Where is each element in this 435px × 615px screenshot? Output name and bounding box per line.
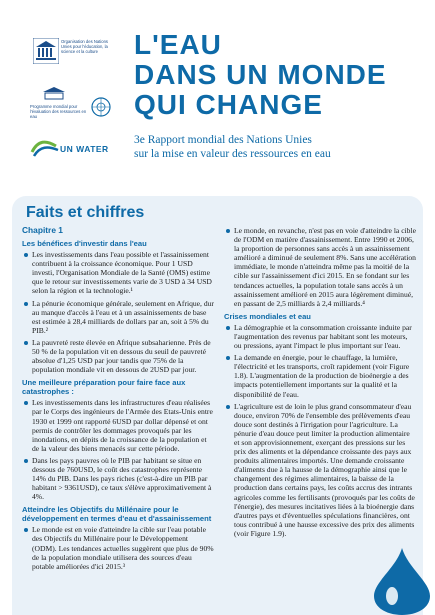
- bullet-list-investments: [22, 250, 214, 374]
- bullet-list-sanitation: [224, 226, 416, 308]
- list-item: Les investissements dans les infrastructures d'eau réalisées par le Corps des ingénieurs de l'Armée des Etats-Unis entre 1930 et 1999 ont rapporté 6USD par dollar dépensé et ont permis de contrôler les dommages provoqués par les inondations, en dépits de la croissance de la population et de la valeur des biens menacés sur cette période.: [22, 398, 214, 453]
- title-line-3: QUI CHANGE: [134, 89, 323, 120]
- list-item: La pauvreté reste élevée en Afrique subsaharienne. Près de 50 % de la population vit en dessous du seuil de pauvreté absolue d'1,25 USD par jour tandis que 75% de la population mondiale vit en dessous de 2USD par jour.: [22, 338, 214, 374]
- logo-strip: [0, 0, 120, 200]
- unesco-logo: [33, 38, 115, 68]
- bullet-list-global-crises: [224, 323, 416, 538]
- list-item: Le monde, en revanche, n'est pas en voie d'atteindre la cible de l'ODM en matière d'assainissement. Entre 1990 et 2006, la proportion de personnes sans accès à un assainissement amélioré a diminué de seulement 8%. Sans une accélération immédiate, le monde n'atteindra même pas la moitié de la cible sur l'assainissement d'ici 2015. En se fondant sur les tendances actuelles, la population totale sans accès à un assainissement amélioré en 2015 aura légèrement diminué, en passant de 2,5 milliards à 2,4 milliards.⁴: [224, 226, 416, 308]
- subtitle-line-2: sur la mise en valeur des ressources en eau: [134, 148, 331, 160]
- title-line-2: DANS UN MONDE: [134, 59, 387, 90]
- chapter-label: Chapitre 1: [22, 225, 63, 235]
- unesco-temple-icon: [33, 38, 59, 64]
- page-subtitle: [134, 133, 424, 161]
- list-item: Les investissements dans l'eau possible et l'assainissement contribuent à la croissance économique. Pour 1 USD investi, l'Organisation Mondiale de la Santé (OMS) estime que le retour sur investissements varie de 3 USD à 34 USD selon la région et la technologie.¹: [22, 250, 214, 295]
- page-title: [134, 30, 424, 120]
- list-item: La démographie et la consommation croissante induite par l'augmentation des revenus par habitant sont les moteurs, ou pressions, ayant l'impact le plus important sur l'eau.: [224, 323, 416, 350]
- list-item: La pénurie économique générale, seulement en Afrique, dur au manque d'accès à l'eau et à un assainissements de base est estimée à 28,4 milliards de dollars par an, soit à 5% du PIB.²: [22, 299, 214, 335]
- water-drop-icon: [372, 548, 432, 615]
- left-column: [22, 226, 214, 574]
- list-item: Le monde est en voie d'atteindre la cible sur l'eau potable des Objectifs du Millénaire pour le Développement (ODM). Les tendances actuelles suggèrent que plus de 90% de la population mondiale utilisera des sources d'eau potable améliorées d'ici 2015.³: [22, 525, 214, 570]
- title-line-1: L'EAU: [134, 29, 222, 60]
- unwater-logo: [30, 136, 110, 162]
- subtitle-line-1: 3e Rapport mondial des Nations Unies: [134, 134, 312, 146]
- section-heading-disasters: Une meilleure préparation pour faire face aux catastrophes :: [22, 378, 186, 397]
- list-item: La demande en énergie, pour le chauffage, la lumière, l'électricité et les transports, croît rapidement (voir Figure 1.8). L'augmentation de la production de bioénergie a des impacts potentiellement importants sur la qualité et la disponibilité de l'eau.: [224, 353, 416, 398]
- un-emblem-icon: [90, 96, 112, 118]
- section-heading-mdg: Atteindre les Objectifs du Millénaire pour le développement en termes d'eau et d'assainissement: [22, 505, 212, 524]
- bullet-list-mdg: [22, 525, 214, 570]
- section-title: Faits et chiffres: [26, 204, 145, 221]
- facts-panel: [12, 196, 423, 615]
- unwater-wave-icon: [30, 136, 60, 158]
- wwap-logo: [30, 86, 120, 122]
- list-item: Dans les pays pauvres où le PIB par habitant se situe en dessous de 760USD, le coût des catastrophes représente 14% du PIB. Dans les pays riches (c'est-à-dire un PIB par habitant > 9361USD), ce taux s'élève approximativement à 4%.: [22, 456, 214, 501]
- list-item: L'agriculture est de loin le plus grand consommateur d'eau douce, environ 70% de l'ensemble des prélèvements d'eau douce sont destinés à l'irrigation pour l'agriculture. La pénurie d'eau douce peut limiter la production alimentaire et son approvisionnement, exerçant des pressions sur les prix des aliments et la dépendance croissante des pays aux produits alimentaires importés. Une demande croissante d'aliments due à la hausse de la démographie ainsi que le changement des régimes alimentaires, la baisse de la production dans certains pays, les coûts accrus des intrants agricoles comme les fertilisants (provoqués par les coûts de l'énergie), des mesures incitatives liées à la bioénergie dans d'autres pays et d'éventuelles spéculations financières, ont tous contribué à une hausse excessive des prix des aliments (voir Figure 1.9).: [224, 402, 416, 538]
- bullet-list-disasters: [22, 398, 214, 501]
- right-column: [224, 226, 416, 541]
- section-heading-global-crises: Crises mondiales et eau: [224, 311, 311, 321]
- unwater-text: UN WATER: [60, 144, 109, 154]
- wwap-text: Programme mondial pour l'évaluation des ressources en eau: [30, 104, 87, 119]
- unesco-text: Organisation des Nations Unies pour l'éducation, la science et la culture: [61, 39, 109, 54]
- unesco-small-icon: [40, 86, 68, 102]
- section-heading-investments: Les bénéfices d'investir dans l'eau: [22, 239, 147, 249]
